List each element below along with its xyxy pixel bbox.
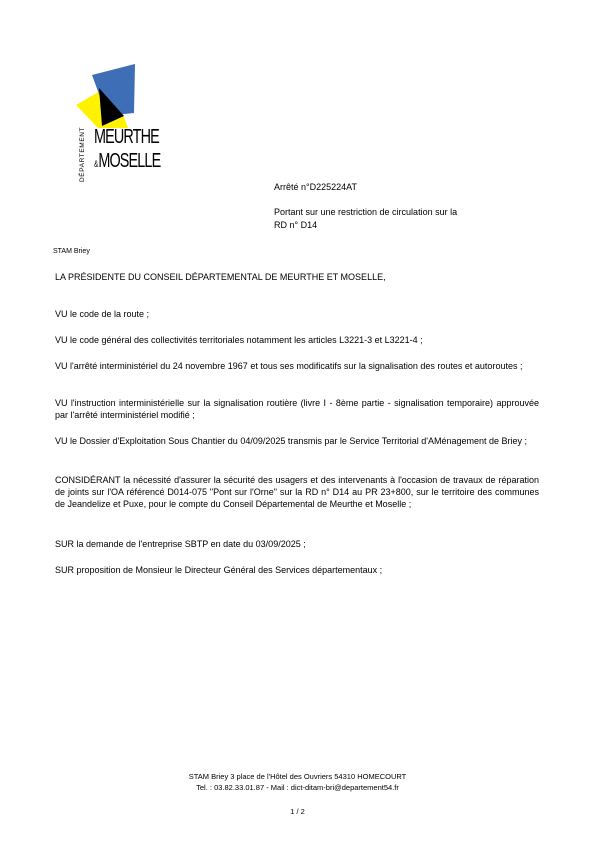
paragraph-vu-arrete-1967: VU l'arrêté interministériel du 24 novembre 1967 et tous ses modificatifs sur la signalisation des routes et autoroutes ; bbox=[55, 361, 523, 371]
logo-line-meurthe: MEURTHE bbox=[94, 126, 159, 148]
logo-ampersand: & bbox=[94, 159, 99, 169]
paragraph-considerant: CONSIDÉRANT la nécessité d'assurer la sécurité des usagers et des intervenants à l'occasion de travaux de réparation de joints sur l'OA référencé D014-075 "Pont sur l'Orne" sur la RD n° D14 au PR 23+800, sur le territoire des communes de Jeandelize et Puxe, pour le compte du Conseil Départemental de Meurthe et Moselle ; bbox=[55, 475, 539, 509]
paragraph-vu-dossier: VU le Dossier d'Exploitation Sous Chantier du 04/09/2025 transmis par le Service Territorial d'AMénagement de Briey ; bbox=[55, 436, 528, 446]
subject-line-1: Portant sur une restriction de circulation sur la bbox=[274, 207, 458, 217]
document-title: LA PRÉSIDENTE DU CONSEIL DÉPARTEMENTAL DE MEURTHE ET MOSELLE, bbox=[55, 272, 386, 282]
paragraph-vu-instruction: VU l'instruction interministérielle sur la signalisation routière (livre I - 8ème partie - signalisation temporaire) approuvée par l'arrêté interministériel modifié ; bbox=[55, 398, 539, 420]
service-name: STAM Briey bbox=[53, 248, 90, 255]
logo-line-moselle-text: MOSELLE bbox=[98, 150, 161, 172]
paragraph-sur-demande: SUR la demande de l'entreprise SBTP en date du 03/09/2025 ; bbox=[55, 539, 306, 549]
page-number: 1 / 2 bbox=[290, 807, 305, 816]
subject-line-2: RD n° D14 bbox=[274, 220, 318, 230]
paragraph-sur-proposition: SUR proposition de Monsieur le Directeur Général des Services départementaux ; bbox=[55, 565, 383, 575]
arrete-number: Arrêté n°D225224AT bbox=[274, 182, 357, 192]
paragraph-vu-cgct: VU le code général des collectivités territoriales notamment les articles L3221-3 et L3221-4 ; bbox=[55, 335, 423, 345]
logo-department-label: DÉPARTEMENT bbox=[79, 126, 86, 182]
footer-address: STAM Briey 3 place de l'Hôtel des Ouvriers 54310 HOMECOURT bbox=[188, 772, 407, 781]
paragraph-vu-code-route: VU le code de la route ; bbox=[55, 309, 150, 319]
logo-line-moselle bbox=[94, 151, 160, 174]
department-logo bbox=[62, 64, 161, 182]
footer-contact: Tel. : 03.82.33.01.87 - Mail : dict-ditam-bri@departement54.fr bbox=[196, 783, 399, 792]
